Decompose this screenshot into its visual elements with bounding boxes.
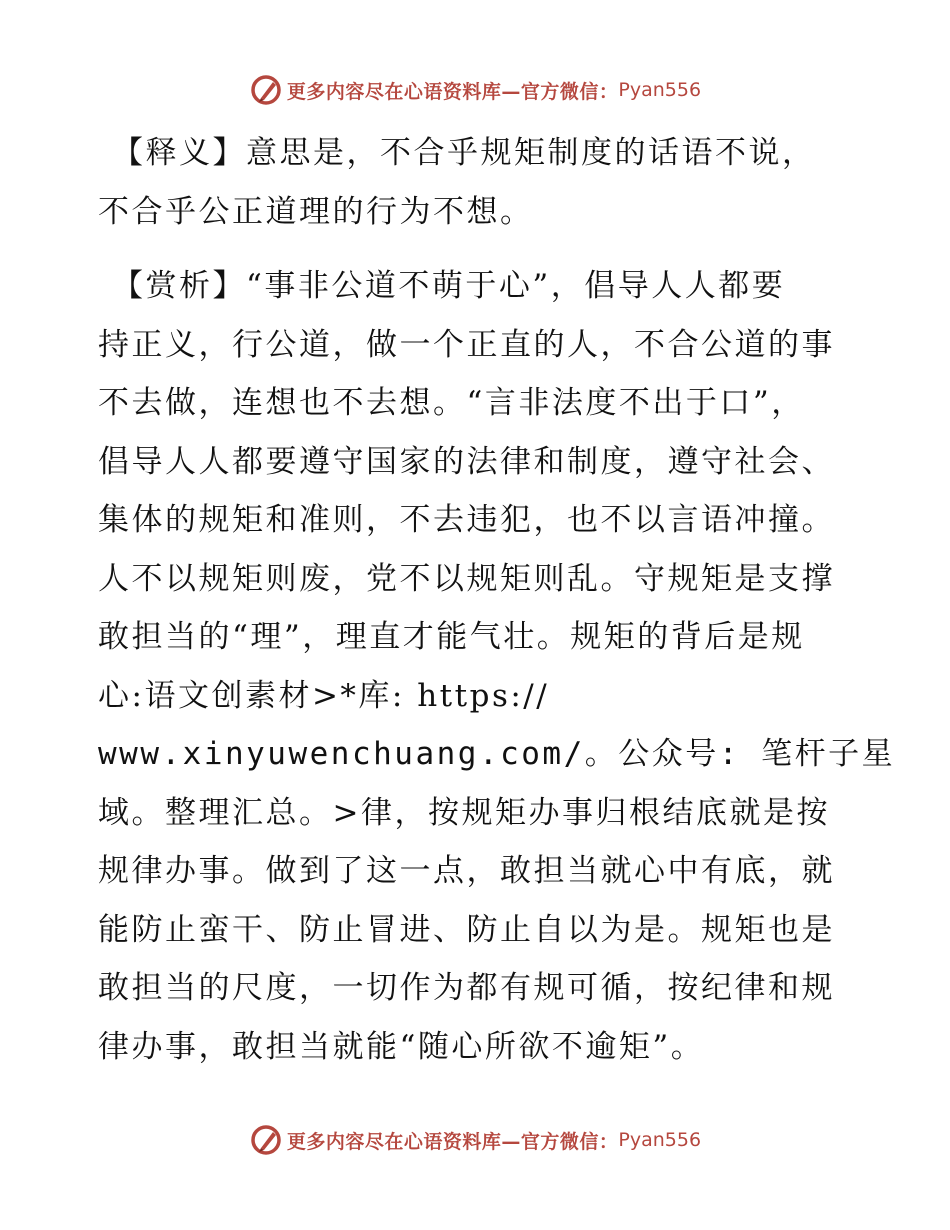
text-line: 心:语文创素材>*库: https://	[98, 677, 550, 714]
text-line: 人不以规矩则废，党不以规矩则乱。守规矩是支撑	[98, 560, 835, 597]
text-line: 规律办事。做到了这一点，敢担当就心中有底，就	[98, 853, 835, 889]
header-banner-contact: Pyan556	[618, 79, 702, 101]
text-line: 倡导人人都要遵守国家的法律和制度，遵守社会、	[98, 443, 835, 480]
text-line: 律办事，敢担当就能“随心所欲不逾矩”。	[98, 1028, 705, 1065]
text-line: 【赏析】“事非公道不萌于心”，倡导人人都要	[112, 268, 786, 304]
analysis-paragraph	[98, 257, 896, 1076]
text-line: 不合乎公正道理的行为不想。	[98, 193, 534, 230]
text-line: 【释义】意思是，不合乎规矩制度的话语不说，	[112, 135, 816, 171]
pen-logo-icon	[249, 73, 283, 107]
header-banner-text: 更多内容尽在心语资料库—官方微信：	[286, 80, 619, 103]
document-body	[98, 124, 896, 1076]
definition-paragraph	[98, 124, 858, 241]
text-line: 域。整理汇总。>律，按规矩办事归根结底就是按	[98, 794, 830, 831]
text-line: 敢担当的尺度，一切作为都有规可循，按纪律和规	[98, 970, 835, 1006]
header-banner	[0, 70, 950, 110]
pen-logo-icon	[249, 1123, 283, 1157]
text-line: 能防止蛮干、防止冒进、防止自以为是。规矩也是	[98, 911, 835, 948]
text-line: 集体的规矩和准则，不去违犯，也不以言语冲撞。	[98, 502, 835, 538]
text-line: 不去做，连想也不去想。“言非法度不出于口”，	[98, 385, 805, 421]
footer-banner	[0, 1120, 950, 1160]
url-line: www.xinyuwenchuang.com/。公众号: 笔杆子星	[98, 736, 896, 772]
text-line: 敢担当的“理”，理直才能气壮。规矩的背后是规	[98, 619, 805, 655]
footer-banner-text: 更多内容尽在心语资料库—官方微信：	[286, 1130, 619, 1153]
footer-banner-contact: Pyan556	[618, 1129, 702, 1151]
text-line: 持正义，行公道，做一个正直的人，不合公道的事	[98, 326, 835, 363]
